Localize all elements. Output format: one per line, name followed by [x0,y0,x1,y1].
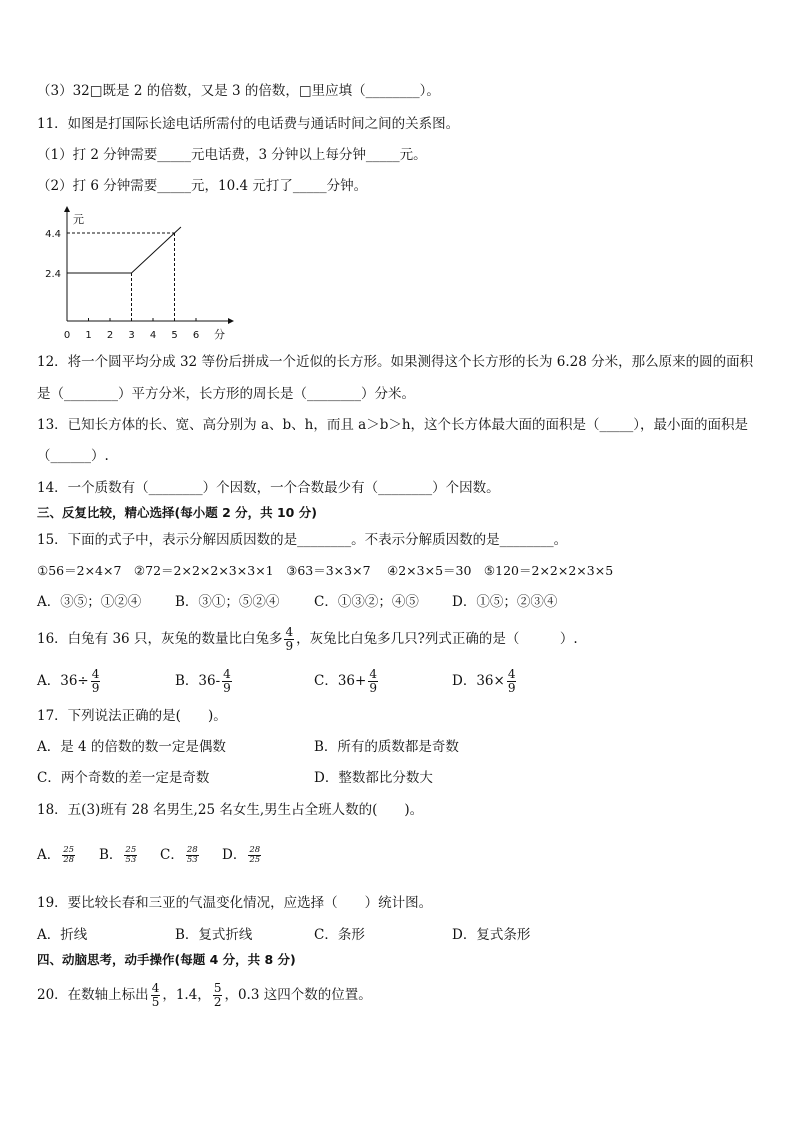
q20-fraction-2: $\frac{5}{2}$ [213,981,222,1009]
q18-option-c: C． $\frac{28}{53}$ [160,845,198,865]
q18-option-a: A． $\frac{25}{28}$ [37,845,75,865]
x-tick-label: 1 [85,330,92,341]
q15-option-d: D．①⑤；②③④ [452,594,558,610]
q16-stem-b: ，灰兔比白兔多几只?列式正确的是（ ）. [296,631,578,647]
q20-a: 20．在数轴上标出 [37,987,149,1003]
q17-stem: 17．下列说法正确的是( )。 [37,708,227,724]
y-axis-arrow [64,206,70,212]
q12-line1: 12．将一个圆平均分成 32 等份后拼成一个近似的长方形。如果测得这个长方形的长为 6.28 分米，那么原来的圆的面积 [37,354,754,370]
q19-option-c: C．条形 [314,927,365,943]
q17-option-d: D．整数都比分数大 [314,770,433,786]
q13-line1: 13．已知长方体的长、宽、高分别为 a、b、h，而且 a＞b＞h，这个长方体最大面的面积是（_____），最小面的面积是 [37,417,749,433]
q14: 14．一个质数有（________）个因数，一个合数最少有（________）个因数。 [37,480,500,496]
x-tick-label: 2 [106,330,114,341]
q16-option-b: B．36- $\frac{4}{9}$ [175,667,231,695]
q15-stem: 15．下面的式子中，表示分解因质因数的是________。不表示分解质因数的是________。 [37,532,568,548]
q16-option-d: D．36× $\frac{4}{9}$ [452,667,516,695]
q20-c: ，0.3 这四个数的位置。 [224,987,372,1003]
y-tick-label: 4.4 [45,229,61,240]
q15-option-b: B．③①；⑤②④ [175,594,280,610]
q11-part1: （1）打 2 分钟需要_____元电话费，3 分钟以上每分钟_____元。 [37,147,427,163]
q11-part2: （2）打 6 分钟需要_____元，10.4 元打了_____分钟。 [37,178,368,194]
q18-stem: 18．五(3)班有 28 名男生,25 名女生,男生占全班人数的( )。 [37,802,424,818]
q19-stem: 19．要比较长春和三亚的气温变化情况，应选择（ ）统计图。 [37,895,433,911]
q15-option-c: C．①③②；④⑤ [314,594,419,610]
phone-fee-chart [30,205,240,345]
section-3-heading: 三、反复比较，精心选择(每小题 2 分，共 10 分) [37,505,317,520]
x-tick-label: 3 [128,330,135,341]
x-tick-label: 4 [149,330,157,341]
q17-option-a: A．是 4 的倍数的数一定是偶数 [37,739,226,755]
x-tick-label: 5 [171,330,178,341]
q16-option-a: A．36÷ $\frac{4}{9}$ [37,667,100,695]
q13-line2: （______）. [37,448,109,464]
q19-option-a: A．折线 [37,927,88,943]
q16-stem-a: 16．白兔有 36 只，灰兔的数量比白兔多 [37,631,283,647]
q17-option-c: C．两个奇数的差一定是奇数 [37,770,210,786]
q19-option-d: D．复式条形 [452,927,531,943]
q16-option-c: C．36+ $\frac{4}{9}$ [314,667,377,695]
q15-items: ①56＝2×4×7 ②72＝2×2×2×3×3×1 ③63＝3×3×7 ④2×3×5＝30 ⑤120＝2×2×2×3×5 [37,563,614,578]
q11-stem: 11．如图是打国际长途电话所需付的电话费与通话时间之间的关系图。 [37,116,460,132]
q16-stem [37,626,578,653]
q15-option-a: A．③⑤；①②④ [37,594,142,610]
q12-line2: 是（________）平方分米，长方形的周长是（________）分米。 [37,386,415,402]
x-tick-label: 0 [63,330,71,341]
q10-part3: （3）32□既是 2 的倍数，又是 3 的倍数，□里应填（________）。 [37,83,440,99]
fee-line [67,227,181,273]
q20 [37,982,372,1009]
y-axis-label: 元 [73,213,84,226]
q18-option-d: D． $\frac{28}{25}$ [222,845,261,865]
q18-option-b: B． $\frac{25}{53}$ [99,845,137,865]
q16-fraction: $\frac{4}{9}$ [285,625,294,653]
x-tick-label: 6 [192,330,200,341]
q19-option-b: B．复式折线 [175,927,253,943]
q17-option-b: B．所有的质数都是奇数 [314,739,459,755]
x-axis-arrow [228,318,234,324]
x-axis-label: 分 [214,328,225,341]
q20-b: ，1.4， [162,987,211,1003]
q20-fraction-1: $\frac{4}{5}$ [151,981,160,1009]
y-tick-label: 2.4 [45,269,61,280]
section-4-heading: 四、动脑思考，动手操作(每题 4 分，共 8 分) [37,952,296,967]
